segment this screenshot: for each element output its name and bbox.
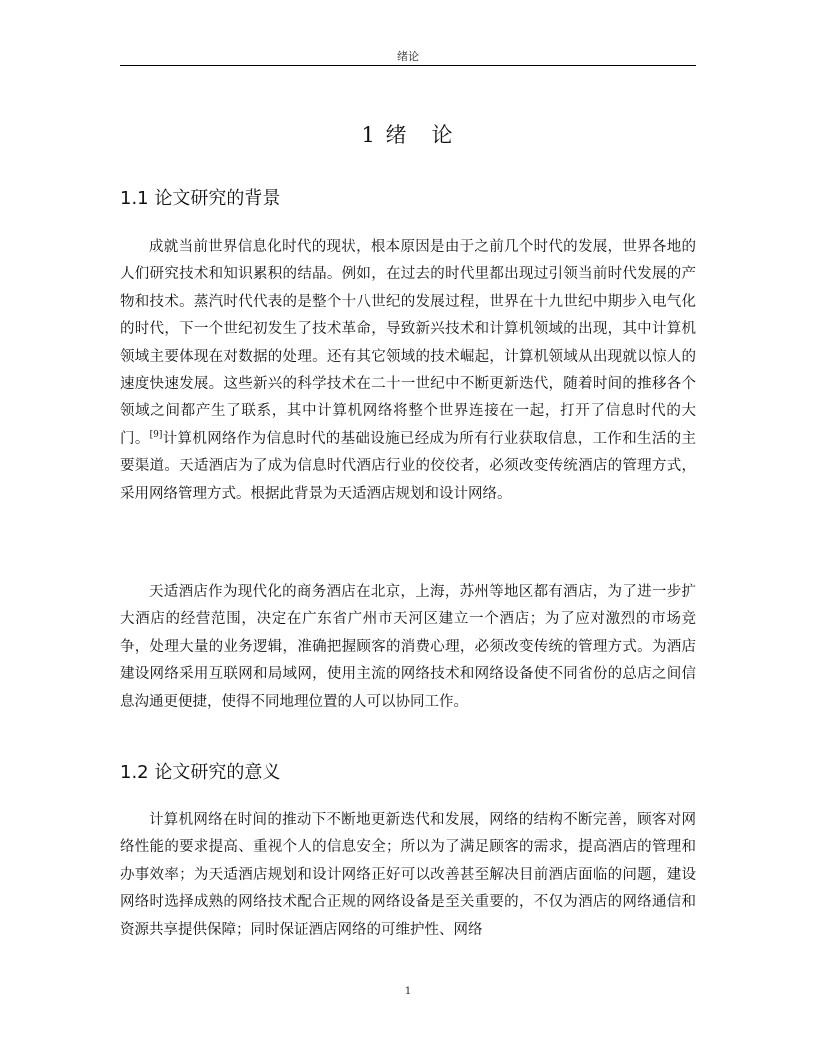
page-number: 1 xyxy=(404,986,412,997)
chapter-title: 1 绪 论 xyxy=(361,123,455,147)
section-heading-1-2: 1.2 论文研究的意义 xyxy=(120,762,281,783)
paragraph-text: 成就当前世界信息化时代的现状，根本原因是由于之前几个时代的发展，世界各地的人们研究技术和知识累积的结晶。例如，在过去的时代里都出现过引领当前时代发展的产物和技术。蒸汽时代代表的是整个十八世纪的发展过程，世界在十九世纪中期步入电气化的时代，下一个世纪初发生了技术革命，导致新兴技术和计算机领域的出现，其中计算机领域主要体现在对数据的处理。还有其它领域的技术崛起，计算机领域从出现就以惊人的速度快速发展。这些新兴的科学技术在二十一世纪中不断更新迭代，随着时间的推移各个领域之间都产生了联系，其中计算机网络将整个世界连接在一起，打开了信息时代的大门。 xyxy=(120,239,696,447)
paragraph-text: 计算机网络作为信息时代的基础设施已经成为所有行业获取信息，工作和生活的主要渠道。天适酒店为了成为信息时代酒店行业的佼佼者，必须改变传统酒店的管理方式，采用网络管理方式。根据此背景为天适酒店规划和设计网络。 xyxy=(120,430,697,502)
paragraph-significance-1: 计算机网络在时间的推动下不断地更新迭代和发展，网络的结构不断完善，顾客对网络性能的要求提高、重视个人的信息安全；所以为了满足顾客的需求，提高酒店的管理和办事效率；为天适酒店规划和设计网络正好可以改善甚至解决目前酒店面临的问题，建设网络时选择成熟的网络技术配合正规的网络设备是至关重要的，不仅为酒店的网络通信和资源共享提供保障；同时保证酒店网络的可维护性、网络 xyxy=(120,812,696,938)
citation-marker: [9] xyxy=(149,430,163,441)
header-rule xyxy=(120,65,696,66)
running-header: 绪论 xyxy=(397,50,419,63)
section-heading-1-1: 1.1 论文研究的背景 xyxy=(120,188,281,209)
paragraph-background-2: 天适酒店作为现代化的商务酒店在北京，上海，苏州等地区都有酒店，为了进一步扩大酒店的经营范围，决定在广东省广州市天河区建立一个酒店；为了应对激烈的市场竞争，处理大量的业务逻辑，准确把握顾客的消费心理，必须改变传统的管理方式。为酒店建设网络采用互联网和局域网，使用主流的网络技术和网络设备使不同省份的总店之间信息沟通更便捷，使得不同地理位置的人可以协同工作。 xyxy=(120,584,696,710)
paragraph-background-1 xyxy=(120,234,696,508)
